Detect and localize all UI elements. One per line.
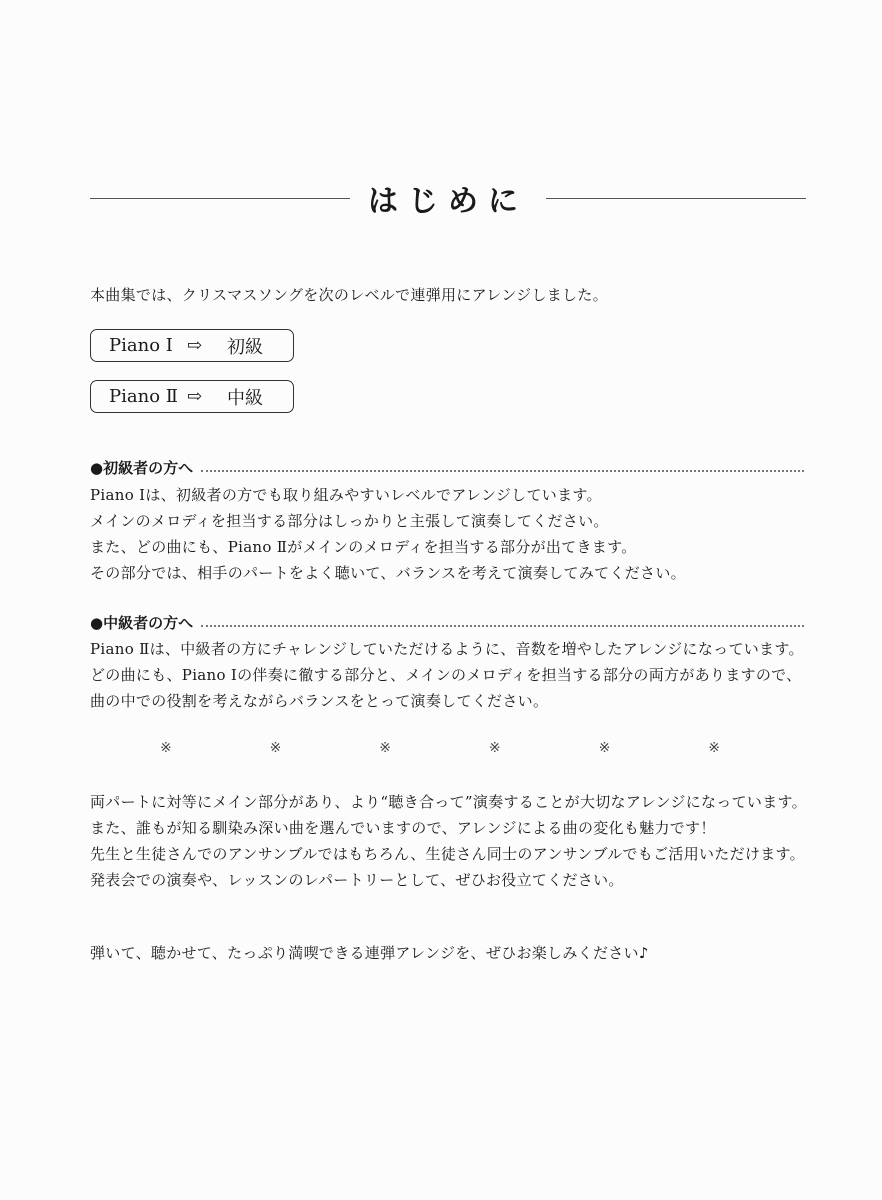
paragraph-line: 曲の中での役割を考えながらバランスをとって演奏してください。 (90, 692, 549, 710)
paragraph-line: Piano Ⅱは、中級者の方にチャレンジしていただけるように、音数を増やしたアレンジになっています。 (90, 640, 804, 658)
paragraph-line: また、どの曲にも、Piano Ⅱがメインのメロディを担当する部分が出てきます。 (90, 538, 637, 556)
arrow-right-icon: ⇨ (187, 335, 203, 356)
paragraph-line: 発表会での演奏や、レッスンのレパートリーとして、ぜひお役立てください。 (90, 871, 624, 889)
separator-mark: ※ (379, 740, 392, 756)
level-label: 初級 (227, 336, 263, 358)
title-row (90, 178, 806, 218)
heading-text: ●初級者の方へ (90, 459, 194, 477)
section-heading-beginner (90, 457, 804, 478)
paragraph-line: 先生と生徒さんでのアンサンブルではもちろん、生徒さん同士のアンサンブルでもご活用いただけます。 (90, 845, 805, 863)
paragraph-line: その部分では、相手のパートをよく聴いて、バランスを考えて演奏してみてください。 (90, 564, 686, 582)
arrow-right-icon: ⇨ (187, 386, 203, 407)
paragraph-line: 両パートに対等にメイン部分があり、より“聴き合って”演奏することが大切なアレンジになっています。 (90, 793, 807, 811)
level-part: Piano Ⅱ (109, 386, 178, 407)
paragraph-line: どの曲にも、Piano Ⅰの伴奏に徹する部分と、メインのメロディを担当する部分の両方がありますので、 (90, 666, 802, 684)
paragraph-line: メインのメロディを担当する部分はしっかりと主張して演奏してください。 (90, 512, 609, 530)
page-title: はじめに (368, 184, 528, 219)
dotted-leader (201, 625, 804, 627)
separator-mark: ※ (488, 740, 501, 756)
body-paragraph (90, 789, 807, 893)
level-part: Piano Ⅰ (109, 335, 173, 356)
separator-mark: ※ (160, 740, 172, 756)
intermediate-paragraph (90, 636, 804, 714)
section-heading-intermediate (90, 612, 804, 633)
intro-text: 本曲集では、クリスマスソングを次のレベルで連弾用にアレンジしました。 (90, 286, 608, 304)
level-label: 中級 (227, 387, 263, 409)
separator-mark: ※ (269, 740, 282, 756)
separator-mark: ※ (708, 740, 720, 756)
paragraph-line: また、誰もが知る馴染み深い曲を選んでいますので、アレンジによる曲の変化も魅力です！ (90, 819, 716, 837)
paragraph-line: Piano Ⅰは、初級者の方でも取り組みやすいレベルでアレンジしています。 (90, 486, 602, 504)
title-rule-right (546, 198, 806, 199)
separator-mark: ※ (598, 740, 611, 756)
level-box-piano-2 (90, 380, 294, 413)
title-rule-left (90, 198, 350, 199)
dotted-leader (201, 470, 804, 472)
level-box-piano-1 (90, 329, 294, 362)
heading-text: ●中級者の方へ (90, 614, 194, 632)
beginner-paragraph (90, 482, 686, 586)
closing-text: 弾いて、聴かせて、たっぷり満喫できる連弾アレンジを、ぜひお楽しみください♪ (90, 944, 649, 962)
separator (160, 740, 720, 756)
